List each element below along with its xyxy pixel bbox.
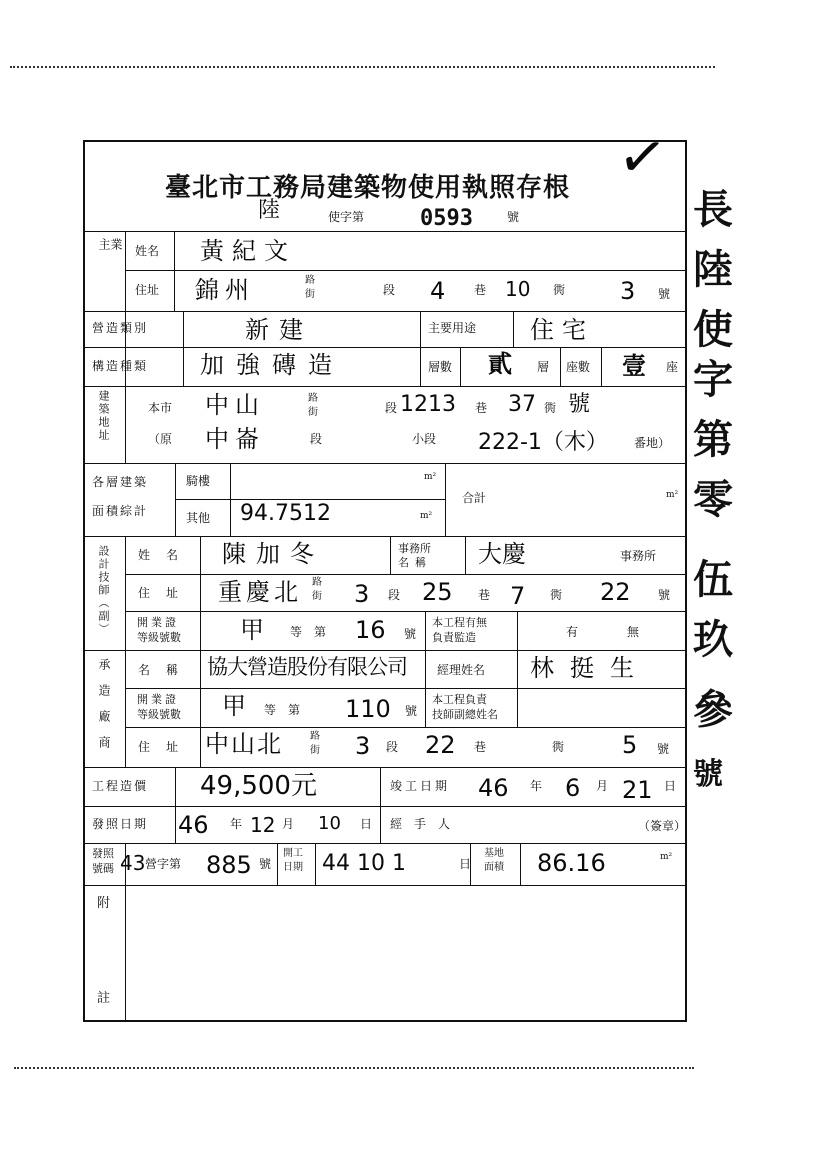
- base-label-2: 面積: [484, 862, 504, 873]
- permit-label-2: 號碼: [92, 862, 114, 875]
- rule: [445, 463, 446, 536]
- start-label-2: 日期: [283, 862, 303, 873]
- start-label-1: 開工: [283, 848, 303, 859]
- total-unit: m²: [666, 490, 679, 500]
- designer-road-label-1: 路: [312, 577, 322, 588]
- floors-value: 貳: [488, 349, 512, 378]
- rule: [601, 347, 602, 386]
- contractor-lane: 22: [425, 731, 456, 759]
- main-use-label: 主要用途: [428, 321, 477, 335]
- permit-info-number: 885: [206, 851, 252, 879]
- contractor-name: 協大營造股份有限公司: [207, 655, 407, 679]
- other-value: 94.7512: [240, 501, 331, 526]
- form-title: 臺北市工務局建築物使用執照存根: [165, 173, 571, 203]
- issue-year: 46: [178, 811, 209, 839]
- permit-type-label: 營字第: [145, 857, 182, 871]
- arcade-label: 騎樓: [186, 474, 211, 488]
- owner-lane: 10: [505, 277, 531, 301]
- area-label-2: 面積綜計: [92, 504, 149, 518]
- site-alley-label: 衖: [544, 401, 557, 415]
- office-suffix: 事務所: [620, 549, 657, 563]
- designer-alley: 7: [510, 582, 526, 610]
- rule: [83, 885, 687, 886]
- contractor-grade: 甲: [222, 692, 246, 720]
- margin-char: 玖: [693, 617, 733, 663]
- cost-label: 工程造價: [92, 779, 149, 793]
- scan-line-bottom: [14, 1067, 694, 1069]
- total-label: 合計: [462, 491, 487, 505]
- contractor-road: 中山北: [205, 730, 283, 758]
- rule: [83, 767, 687, 768]
- contractor-section: 3: [355, 732, 371, 760]
- issue-year-label: 年: [230, 817, 243, 831]
- district-char: 陸: [258, 198, 281, 223]
- contractor-section-label: 段: [386, 740, 399, 754]
- rule: [174, 231, 175, 311]
- contractor-number: 5: [622, 731, 638, 759]
- designer-license-label-1: 開業證: [137, 616, 179, 629]
- margin-char: 字: [693, 357, 733, 403]
- owner-name: 黃紀文: [200, 237, 296, 265]
- rule: [380, 767, 381, 806]
- rule: [83, 311, 687, 312]
- issue-label: 發照日期: [92, 817, 149, 831]
- supervise-label-2: 負責監造: [432, 631, 476, 644]
- contractor-address-label: 住址: [138, 740, 195, 754]
- completion-month-label: 月: [596, 779, 609, 793]
- site-group-label: 建築地址: [97, 390, 110, 442]
- issue-day: 10: [318, 813, 341, 834]
- rule: [517, 688, 518, 727]
- rule: [83, 806, 687, 807]
- cost-value: 49,500元: [200, 771, 317, 801]
- rule: [83, 463, 687, 464]
- margin-char: 號: [693, 757, 723, 792]
- owner-alley-label: 衖: [553, 283, 566, 297]
- rule: [83, 650, 687, 651]
- contractor-lane-label: 巷: [474, 740, 487, 754]
- designer-lane-label: 巷: [478, 588, 491, 602]
- structure-label: 構造種類: [92, 359, 149, 373]
- base-area: 86.16: [537, 849, 606, 877]
- buildings-value: 壹: [622, 351, 646, 380]
- rule: [183, 311, 184, 386]
- main-use: 住宅: [530, 316, 594, 344]
- contractor-number-label: 號: [657, 742, 670, 756]
- rule: [125, 885, 126, 1022]
- rule: [465, 536, 466, 574]
- designer-number-label: 號: [658, 588, 671, 602]
- owner-address-label: 住址: [135, 283, 160, 297]
- rule: [83, 347, 687, 348]
- base-label-1: 基地: [484, 848, 504, 859]
- rule: [125, 688, 687, 689]
- remarks-bottom-label: 註: [97, 991, 111, 1006]
- office-name: 大慶: [478, 540, 526, 568]
- issue-month: 12: [250, 813, 276, 837]
- owner-name-label: 姓名: [135, 244, 160, 258]
- buildings-label: 座數: [566, 360, 591, 374]
- office-label-2: 名稱: [398, 556, 432, 569]
- contractor-license-no-label: 號: [405, 704, 418, 718]
- permit-day-label: 日: [459, 857, 472, 871]
- remarks-top-label: 附: [97, 896, 111, 911]
- arcade-unit: m²: [424, 472, 437, 482]
- contractor-group-label: 承造廠商: [97, 658, 111, 762]
- site-section-label: 段: [385, 401, 398, 415]
- rule: [125, 574, 687, 575]
- site-city-label: 本市: [148, 401, 173, 415]
- site-number-label: 號: [568, 392, 591, 417]
- handler-label: 經手人: [390, 817, 463, 831]
- rule: [125, 536, 126, 767]
- owner-number: 3: [620, 277, 636, 305]
- rule: [83, 386, 687, 387]
- designer-road-label-2: 街: [312, 591, 322, 602]
- rule: [517, 611, 518, 650]
- rule: [83, 843, 687, 844]
- owner-road: 錦州: [195, 276, 255, 304]
- base-area-unit: m²: [660, 852, 673, 862]
- construction-type-label: 營造類別: [92, 321, 149, 335]
- contractor-license-label-1: 開業證: [137, 693, 179, 706]
- contractor-grade-label: 等第: [264, 703, 313, 717]
- rule: [175, 499, 445, 500]
- owner-group-label: 業主: [97, 238, 123, 278]
- permit-number: 0593: [420, 206, 473, 231]
- site-road-label-2: 街: [308, 407, 318, 418]
- rule: [315, 843, 316, 885]
- rule: [513, 311, 514, 348]
- completion-year: 46: [478, 774, 509, 802]
- owner-section-label: 段: [383, 283, 396, 297]
- owner-road-label-2: 街: [305, 289, 315, 300]
- rule: [230, 463, 231, 536]
- site-alley: 37: [508, 392, 536, 417]
- designer-number: 22: [600, 578, 631, 606]
- rule: [517, 650, 518, 688]
- start-date: 44 10 1: [322, 851, 406, 876]
- owner-number-label: 號: [658, 287, 671, 301]
- rule: [420, 347, 421, 386]
- site-subsection-label: 小段: [412, 432, 437, 446]
- site-orig-label: （原: [148, 432, 173, 446]
- contractor-alley-label: 衖: [552, 740, 565, 754]
- margin-char: 長: [693, 187, 733, 233]
- site-lane-label: 巷: [475, 401, 488, 415]
- rule: [125, 611, 687, 612]
- manager-name: 林挺生: [530, 654, 650, 682]
- designer-address-label: 住址: [138, 586, 195, 600]
- contractor-road-label-1: 路: [310, 731, 320, 742]
- buildings-unit: 座: [666, 360, 679, 374]
- completion-label: 竣工日期: [390, 779, 451, 793]
- owner-road-label-1: 路: [305, 275, 315, 286]
- rule: [425, 688, 426, 727]
- floors-label: 層數: [428, 360, 453, 374]
- margin-char: 陸: [693, 247, 733, 293]
- rule: [460, 347, 461, 386]
- designer-name: 陳加冬: [222, 540, 324, 568]
- rule: [125, 270, 687, 271]
- designer-license-no-label: 號: [404, 627, 417, 641]
- permit-prefix-value: 43: [120, 851, 146, 875]
- site-lot-number: 222-1（木）: [478, 430, 608, 455]
- site-road: 中山: [205, 391, 265, 419]
- rule: [520, 843, 521, 885]
- completion-day-label: 日: [664, 779, 677, 793]
- rule: [425, 650, 426, 688]
- rule: [380, 806, 381, 843]
- designer-section: 3: [354, 580, 370, 608]
- seal-label: （簽章）: [638, 819, 687, 833]
- designer-license-label-2: 等級號數: [137, 631, 181, 644]
- contractor-name-label: 名稱: [138, 663, 195, 677]
- supervise-none: 無: [627, 625, 640, 639]
- rule: [175, 767, 176, 806]
- other-unit: m²: [420, 511, 433, 521]
- site-road-label-1: 路: [308, 393, 318, 404]
- owner-section: 4: [430, 277, 446, 305]
- permit-suffix: 號: [507, 210, 520, 224]
- permit-label-1: 發照: [92, 847, 114, 860]
- tech-label-1: 本工程負責: [432, 693, 487, 706]
- rule: [200, 536, 201, 767]
- issue-day-label: 日: [360, 817, 373, 831]
- rule: [125, 386, 126, 463]
- designer-lane: 25: [422, 578, 453, 606]
- site-section: 1213: [400, 392, 456, 417]
- completion-day: 21: [622, 776, 653, 804]
- office-label-1: 事務所: [398, 542, 431, 555]
- contractor-license-no: 110: [345, 695, 391, 723]
- contractor-license-label-2: 等級號數: [137, 708, 181, 721]
- margin-char: 第: [693, 417, 733, 463]
- manager-label: 經理姓名: [437, 663, 486, 677]
- site-orig-section: 中崙: [205, 425, 265, 453]
- designer-road: 重慶北: [218, 578, 302, 606]
- designer-grade: 甲: [240, 616, 264, 644]
- rule: [390, 536, 391, 574]
- contractor-road-label-2: 街: [310, 745, 320, 756]
- designer-name-label: 姓名: [138, 548, 195, 562]
- check-mark-icon: ✓: [613, 119, 672, 195]
- rule: [425, 611, 426, 650]
- structure-type: 加強磚造: [200, 351, 344, 379]
- designer-alley-label: 衖: [550, 588, 563, 602]
- other-label: 其他: [186, 511, 211, 525]
- designer-grade-label: 等第: [290, 625, 339, 639]
- site-lot-label: 番地）: [634, 436, 671, 450]
- rule: [175, 806, 176, 843]
- supervise-has: 有: [566, 625, 579, 639]
- supervise-label-1: 本工程有無: [432, 616, 487, 629]
- rule: [175, 463, 176, 536]
- margin-char: 零: [693, 477, 733, 523]
- margin-char: 使: [693, 307, 733, 353]
- permit-prefix: 使字第: [328, 210, 365, 224]
- completion-year-label: 年: [530, 779, 543, 793]
- site-orig-section-label: 段: [310, 432, 323, 446]
- completion-month: 6: [565, 774, 581, 802]
- owner-lane-label: 巷: [474, 283, 487, 297]
- rule: [83, 536, 687, 537]
- issue-month-label: 月: [282, 817, 295, 831]
- designer-group-label: 設計技師（副）: [97, 545, 110, 636]
- margin-char: 伍: [693, 557, 733, 603]
- permit-info-number-label: 號: [259, 857, 272, 871]
- rule: [277, 843, 278, 885]
- scan-line-top: [10, 66, 715, 68]
- rule: [560, 347, 561, 386]
- designer-license-no: 16: [355, 616, 386, 644]
- area-label-1: 各層建築: [92, 475, 149, 489]
- designer-section-label: 段: [388, 588, 401, 602]
- tech-label-2: 技師副總姓名: [432, 708, 498, 721]
- rule: [125, 727, 687, 728]
- construction-type: 新建: [245, 316, 313, 344]
- margin-char: 參: [693, 687, 733, 733]
- rule: [420, 311, 421, 348]
- floors-unit: 層: [537, 360, 550, 374]
